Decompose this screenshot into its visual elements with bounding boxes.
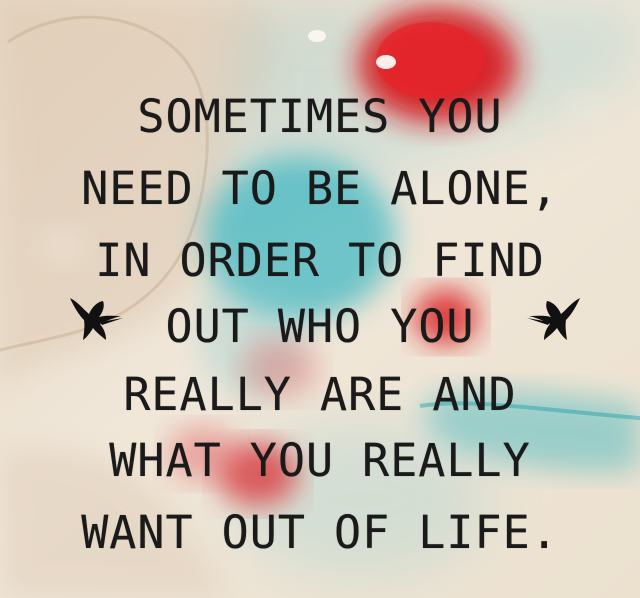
hummingbird-right-icon [526, 294, 584, 344]
quote-line: OUT WHO YOU [165, 299, 475, 353]
quote-line: WANT OUT OF LIFE. [81, 505, 559, 559]
quote-line: IN ORDER TO FIND [95, 233, 545, 287]
quote-line: WHAT YOU REALLY [109, 433, 531, 487]
quote-line: NEED TO BE ALONE, [81, 161, 559, 215]
quote-line: SOMETIMES YOU [137, 89, 503, 143]
hummingbird-right-shape [529, 298, 580, 340]
paper-speck-2 [376, 55, 396, 69]
hummingbird-icon [66, 294, 124, 344]
hummingbird-left-shape [70, 298, 121, 340]
quote-line: REALLY ARE AND [123, 367, 517, 421]
paper-speck-1 [308, 30, 326, 42]
hummingbird-left-icon [66, 294, 124, 344]
hummingbird-icon [526, 294, 584, 344]
